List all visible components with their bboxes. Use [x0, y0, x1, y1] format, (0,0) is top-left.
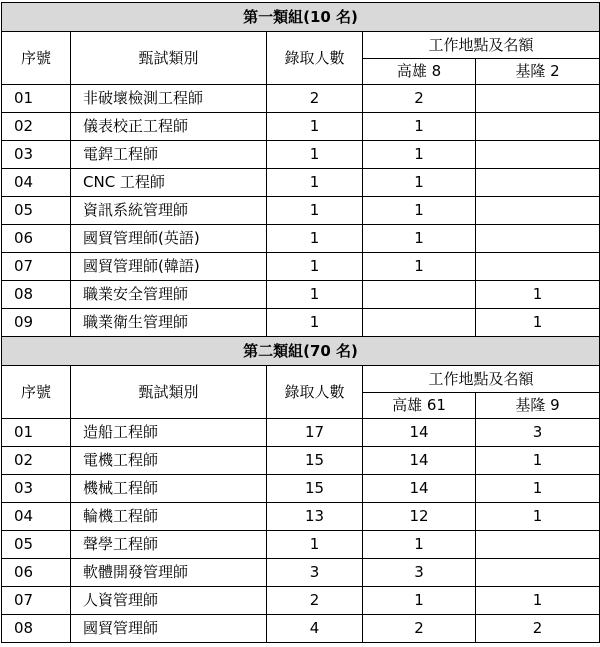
row-number: 04 — [2, 169, 71, 197]
row-location-b: 1 — [476, 475, 600, 503]
table-row — [2, 503, 600, 531]
header-admitted: 錄取人數 — [267, 32, 363, 85]
row-location-b: 1 — [476, 587, 600, 615]
row-location-a: 2 — [363, 615, 476, 643]
row-admitted: 1 — [267, 197, 363, 225]
row-location-a: 14 — [363, 447, 476, 475]
table-row — [2, 559, 600, 587]
row-location-a — [363, 281, 476, 309]
group-title-row — [2, 3, 600, 32]
row-admitted: 15 — [267, 475, 363, 503]
row-number: 05 — [2, 531, 71, 559]
row-admitted: 13 — [267, 503, 363, 531]
table-row — [2, 475, 600, 503]
row-category: 造船工程師 — [71, 419, 267, 447]
row-number: 08 — [2, 281, 71, 309]
row-admitted: 1 — [267, 253, 363, 281]
row-location-a: 1 — [363, 169, 476, 197]
row-number: 06 — [2, 225, 71, 253]
group-title-row — [2, 337, 600, 366]
table-row — [2, 531, 600, 559]
row-admitted: 1 — [267, 169, 363, 197]
table-body — [2, 3, 600, 643]
row-admitted: 3 — [267, 559, 363, 587]
row-number: 03 — [2, 141, 71, 169]
row-location-a: 2 — [363, 85, 476, 113]
row-admitted: 17 — [267, 419, 363, 447]
row-location-b — [476, 169, 600, 197]
row-location-b — [476, 113, 600, 141]
header-location-b: 基隆 9 — [476, 393, 600, 419]
table-row — [2, 225, 600, 253]
row-location-b — [476, 85, 600, 113]
group-title: 第二類組(70 名) — [2, 337, 600, 366]
row-admitted: 2 — [267, 85, 363, 113]
row-number: 01 — [2, 419, 71, 447]
header-location: 工作地點及名額 — [363, 32, 600, 59]
header-category: 甄試類別 — [71, 32, 267, 85]
row-location-b — [476, 197, 600, 225]
row-category: 軟體開發管理師 — [71, 559, 267, 587]
row-number: 07 — [2, 587, 71, 615]
header-seq: 序號 — [2, 366, 71, 419]
table-row — [2, 419, 600, 447]
row-category: 國貿管理師 — [71, 615, 267, 643]
row-location-b: 1 — [476, 447, 600, 475]
row-category: 電機工程師 — [71, 447, 267, 475]
row-number: 05 — [2, 197, 71, 225]
row-number: 07 — [2, 253, 71, 281]
row-category: CNC 工程師 — [71, 169, 267, 197]
table-row — [2, 85, 600, 113]
row-number: 09 — [2, 309, 71, 337]
row-number: 02 — [2, 113, 71, 141]
row-location-a: 1 — [363, 141, 476, 169]
row-location-b: 1 — [476, 309, 600, 337]
row-location-b: 1 — [476, 503, 600, 531]
row-admitted: 1 — [267, 531, 363, 559]
row-category: 職業衛生管理師 — [71, 309, 267, 337]
row-admitted: 1 — [267, 225, 363, 253]
header-row — [2, 366, 600, 393]
table-row — [2, 309, 600, 337]
row-admitted: 1 — [267, 113, 363, 141]
table-row — [2, 169, 600, 197]
row-category: 人資管理師 — [71, 587, 267, 615]
row-location-b — [476, 559, 600, 587]
row-location-b: 2 — [476, 615, 600, 643]
row-category: 電銲工程師 — [71, 141, 267, 169]
row-category: 機械工程師 — [71, 475, 267, 503]
row-location-b: 3 — [476, 419, 600, 447]
header-location-a: 高雄 61 — [363, 393, 476, 419]
row-admitted: 15 — [267, 447, 363, 475]
row-location-a: 1 — [363, 587, 476, 615]
row-location-a — [363, 309, 476, 337]
header-admitted: 錄取人數 — [267, 366, 363, 419]
row-location-a: 1 — [363, 225, 476, 253]
row-category: 聲學工程師 — [71, 531, 267, 559]
row-location-a: 1 — [363, 197, 476, 225]
row-location-a: 1 — [363, 531, 476, 559]
table-row — [2, 113, 600, 141]
recruitment-table — [1, 2, 600, 643]
header-row — [2, 32, 600, 59]
table-row — [2, 281, 600, 309]
header-seq: 序號 — [2, 32, 71, 85]
header-location-b: 基隆 2 — [476, 59, 600, 85]
header-category: 甄試類別 — [71, 366, 267, 419]
row-number: 04 — [2, 503, 71, 531]
row-location-a: 14 — [363, 475, 476, 503]
row-category: 非破壞檢測工程師 — [71, 85, 267, 113]
row-location-b — [476, 531, 600, 559]
row-category: 輪機工程師 — [71, 503, 267, 531]
row-location-a: 1 — [363, 253, 476, 281]
row-location-b — [476, 253, 600, 281]
table-row — [2, 141, 600, 169]
table-row — [2, 253, 600, 281]
row-number: 01 — [2, 85, 71, 113]
row-location-a: 14 — [363, 419, 476, 447]
table-row — [2, 197, 600, 225]
row-category: 國貿管理師(韓語) — [71, 253, 267, 281]
row-category: 職業安全管理師 — [71, 281, 267, 309]
row-location-a: 12 — [363, 503, 476, 531]
row-number: 06 — [2, 559, 71, 587]
row-location-b — [476, 141, 600, 169]
row-location-b: 1 — [476, 281, 600, 309]
header-location-a: 高雄 8 — [363, 59, 476, 85]
row-location-a: 1 — [363, 113, 476, 141]
row-admitted: 1 — [267, 141, 363, 169]
row-location-a: 3 — [363, 559, 476, 587]
row-number: 08 — [2, 615, 71, 643]
row-category: 儀表校正工程師 — [71, 113, 267, 141]
row-category: 資訊系統管理師 — [71, 197, 267, 225]
row-number: 02 — [2, 447, 71, 475]
row-admitted: 2 — [267, 587, 363, 615]
row-number: 03 — [2, 475, 71, 503]
row-admitted: 4 — [267, 615, 363, 643]
row-category: 國貿管理師(英語) — [71, 225, 267, 253]
table-row — [2, 447, 600, 475]
header-location: 工作地點及名額 — [363, 366, 600, 393]
row-admitted: 1 — [267, 281, 363, 309]
table-row — [2, 615, 600, 643]
table-row — [2, 587, 600, 615]
row-location-b — [476, 225, 600, 253]
row-admitted: 1 — [267, 309, 363, 337]
group-title: 第一類組(10 名) — [2, 3, 600, 32]
